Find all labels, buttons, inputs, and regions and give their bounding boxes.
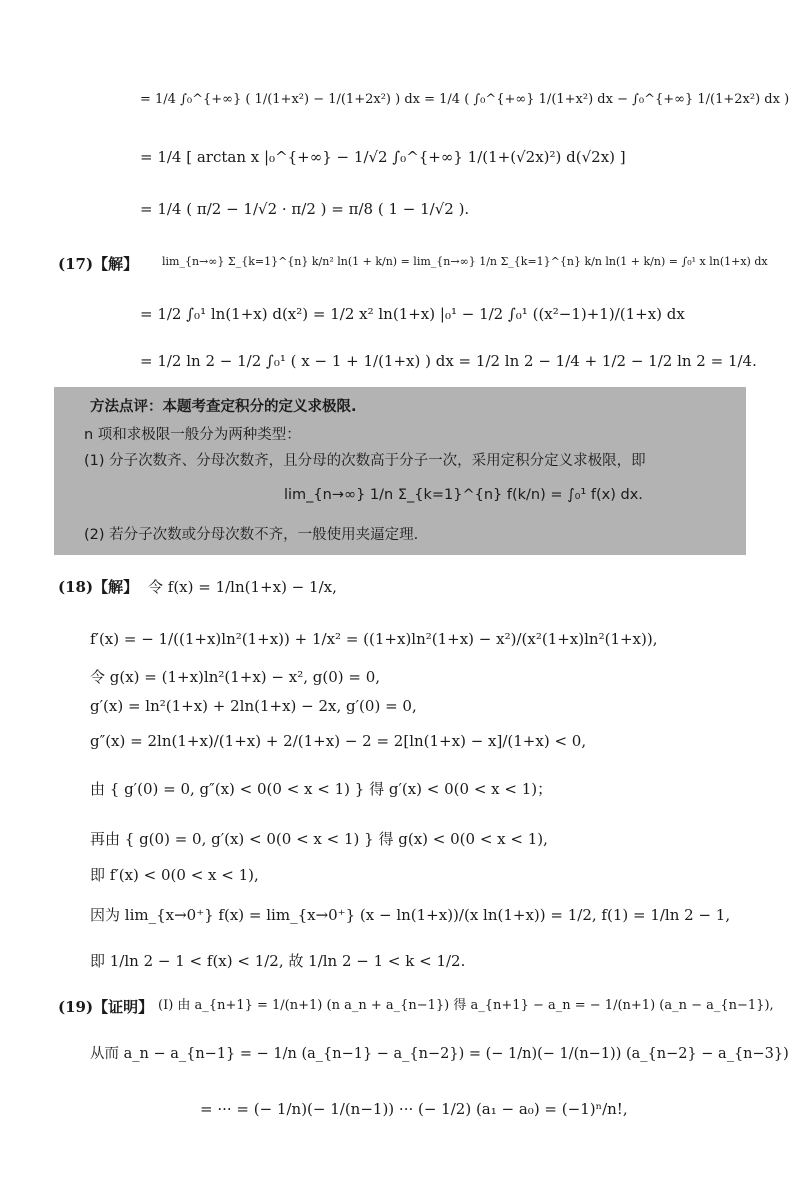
equation-line: = 1/4 ∫₀^{+∞} ( 1/(1+x²) − 1/(1+2x²) ) dx = 1/4 ( ∫₀^{+∞} 1/(1+x²) dx − ∫₀^{+∞} 1/(1+2x²) dx ) [140, 92, 790, 107]
equation-line: = 1/4 ( π/2 − 1/√2 · π/2 ) = π/8 ( 1 − 1/√2 ). [140, 200, 470, 218]
equation-line: g′(x) = ln²(1+x) + 2ln(1+x) − 2x, g′(0) = 0, [90, 697, 417, 715]
equation-line: 因为 lim_{x→0⁺} f(x) = lim_{x→0⁺} (x − ln(1+x))/(x ln(1+x)) = 1/2, f(1) = 1/ln 2 − 1, [90, 906, 731, 924]
problem-label: (17)【解】 [58, 255, 139, 273]
equation-line: lim_{n→∞} Σ_{k=1}^{n} k/n² ln(1 + k/n) = lim_{n→∞} 1/n Σ_{k=1}^{n} k/n ln(1 + k/n) = ∫₀¹ x ln(1+x) dx [162, 255, 768, 268]
equation-line: (Ⅰ) 由 a_{n+1} = 1/(n+1) (n a_n + a_{n−1}) 得 a_{n+1} − a_n = − 1/(n+1) (a_n − a_{n−1}), [158, 998, 774, 1013]
equation-line: 即 f′(x) < 0(0 < x < 1), [90, 866, 259, 884]
method-note-formula: lim_{n→∞} 1/n Σ_{k=1}^{n} f(k/n) = ∫₀¹ f(x) dx. [284, 487, 643, 503]
method-note-line: n 项和求极限一般分为两种类型： [84, 427, 301, 443]
method-note-title: 方法点评：本题考查定积分的定义求极限. [90, 399, 357, 415]
equation-line: 从而 a_n − a_{n−1} = − 1/n (a_{n−1} − a_{n−2}) = (− 1/n)(− 1/(n−1)) (a_{n−2} − a_{n−3}) [90, 1046, 789, 1062]
equation-line: = ··· = (− 1/n)(− 1/(n−1)) ··· (− 1/2) (a₁ − a₀) = (−1)ⁿ/n!, [200, 1100, 628, 1118]
problem-label: (19)【证明】 [58, 998, 154, 1016]
equation-line: = 1/4 [ arctan x |₀^{+∞} − 1/√2 ∫₀^{+∞} 1/(1+(√2x)²) d(√2x) ] [140, 148, 626, 166]
method-note-line: (2) 若分子次数或分母次数不齐，一般使用夹逼定理. [84, 527, 419, 543]
equation-line: f′(x) = − 1/((1+x)ln²(1+x)) + 1/x² = ((1+x)ln²(1+x) − x²)/(x²(1+x)ln²(1+x)), [90, 630, 658, 648]
equation-line: = 1/2 ∫₀¹ ln(1+x) d(x²) = 1/2 x² ln(1+x) |₀¹ − 1/2 ∫₀¹ ((x²−1)+1)/(1+x) dx [140, 305, 685, 323]
equation-line: g″(x) = 2ln(1+x)/(1+x) + 2/(1+x) − 2 = 2[ln(1+x) − x]/(1+x) < 0, [90, 732, 587, 750]
method-note-box [54, 387, 746, 555]
method-note-line: (1) 分子次数齐、分母次数齐，且分母的次数高于分子一次，采用定积分定义求极限，即 [84, 453, 646, 469]
equation-line: = 1/2 ln 2 − 1/2 ∫₀¹ ( x − 1 + 1/(1+x) ) dx = 1/2 ln 2 − 1/4 + 1/2 − 1/2 ln 2 = 1/4. [140, 352, 757, 370]
problem-label: (18)【解】 [58, 578, 139, 596]
equation-line: 即 1/ln 2 − 1 < f(x) < 1/2, 故 1/ln 2 − 1 < k < 1/2. [90, 952, 466, 970]
equation-line: 再由 { g(0) = 0, g′(x) < 0(0 < x < 1) } 得 g(x) < 0(0 < x < 1), [90, 830, 548, 848]
equation-line: 令 g(x) = (1+x)ln²(1+x) − x², g(0) = 0, [90, 668, 381, 686]
equation-line: 由 { g′(0) = 0, g″(x) < 0(0 < x < 1) } 得 g′(x) < 0(0 < x < 1)； [90, 780, 553, 798]
equation-line: 令 f(x) = 1/ln(1+x) − 1/x, [148, 578, 337, 596]
